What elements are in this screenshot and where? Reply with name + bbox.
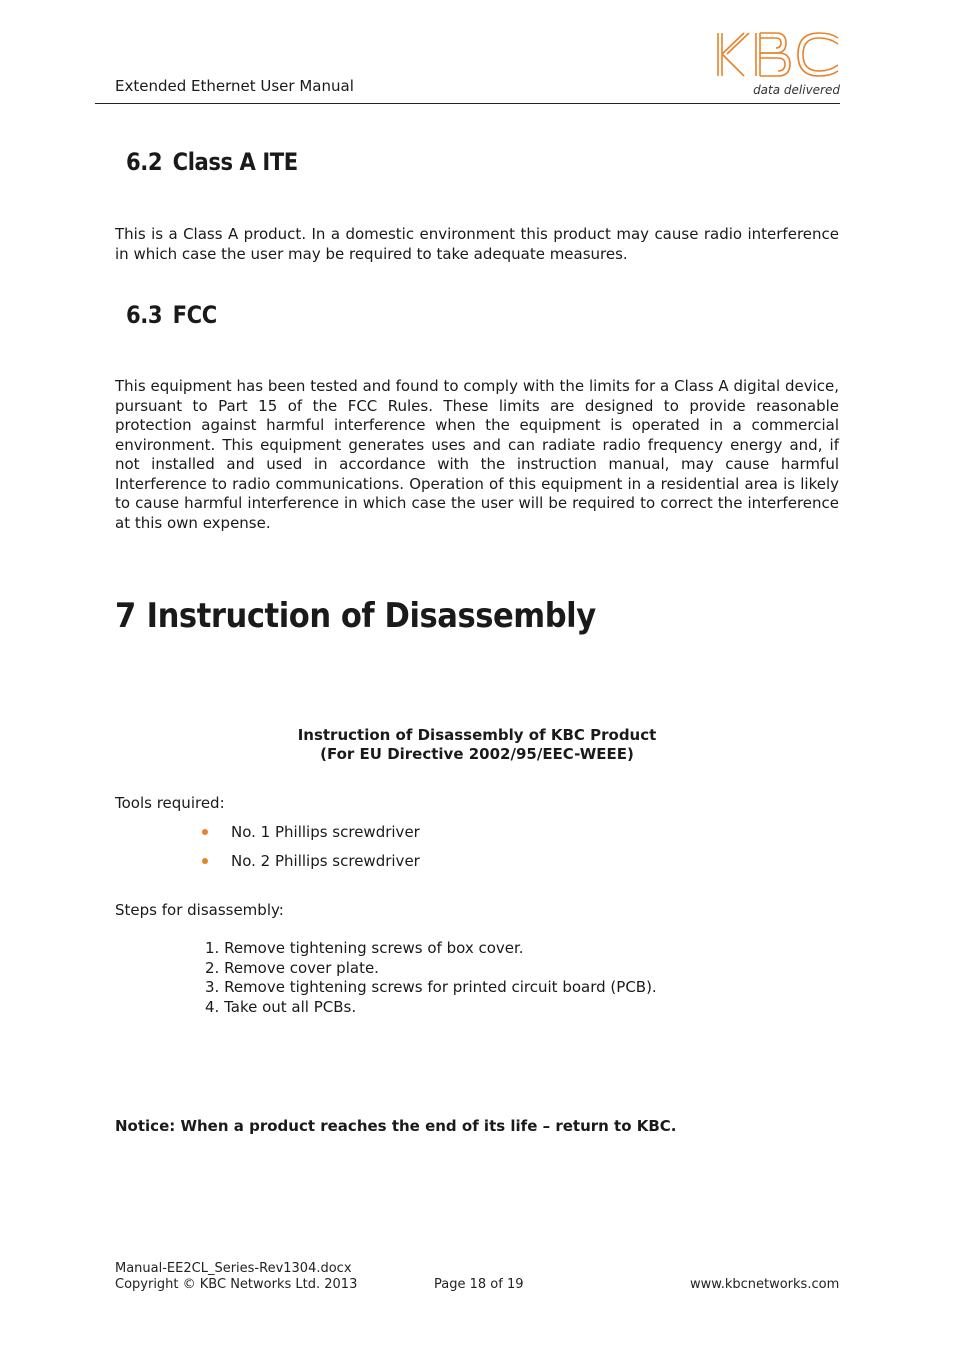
- section-title: Class A ITE: [172, 148, 298, 176]
- footer-page-number: Page 18 of 19: [434, 1277, 524, 1292]
- section-6-3-heading: [126, 301, 217, 329]
- chapter-7-heading: [115, 596, 596, 636]
- chapter-number: 7: [115, 596, 136, 636]
- tools-label: Tools required:: [115, 794, 225, 812]
- footer-filename: Manual-EE2CL_Series-Rev1304.docx: [115, 1261, 352, 1276]
- list-item: 2. Remove cover plate.: [205, 958, 379, 977]
- section-6-2-body: This is a Class A product. In a domestic environment this product may cause radio interference in which case the user may be required to take adequate measures.: [115, 225, 839, 263]
- section-6-2-heading: [126, 148, 298, 176]
- tools-list: [200, 822, 420, 880]
- section-title: FCC: [172, 301, 217, 329]
- end-of-life-notice: Notice: When a product reaches the end of its life – return to KBC.: [115, 1117, 677, 1135]
- section-number: 6.2: [126, 148, 163, 176]
- footer-website-link[interactable]: www.kbcnetworks.com: [690, 1277, 840, 1292]
- section-6-3-body: This equipment has been tested and found to comply with the limits for a Class A digital device, pursuant to Part 15 of the FCC Rules. These limits are designed to provide reasonable protection against harmful interference when the equipment is operated in a commercial environment. This equipment generates uses and can radiate radio frequency energy and, if not installed and used in accordance with the instruction manual, may cause harmful Interference to radio communications. Operation of this equipment in a residential area is likely to cause harmful interference in which case the user will be required to correct the interference at this own expense.: [115, 377, 839, 532]
- header-divider: [95, 103, 840, 104]
- bullet-icon: [202, 858, 208, 864]
- document-title: Extended Ethernet User Manual: [115, 77, 354, 95]
- list-item: 1. Remove tightening screws of box cover.: [205, 939, 524, 957]
- tool-text: No. 1 Phillips screwdriver: [231, 823, 420, 841]
- tool-text: No. 2 Phillips screwdriver: [231, 852, 420, 870]
- disassembly-subtitle-line2: (For EU Directive 2002/95/EEC-WEEE): [320, 745, 634, 763]
- bullet-icon: [202, 829, 208, 835]
- footer-copyright: Copyright © KBC Networks Ltd. 2013: [115, 1277, 358, 1292]
- steps-label: Steps for disassembly:: [115, 901, 284, 919]
- list-item: 4. Take out all PCBs.: [205, 997, 357, 1016]
- list-item: 3. Remove tightening screws for printed circuit board (PCB).: [205, 978, 657, 996]
- disassembly-subtitle-line1: Instruction of Disassembly of KBC Product: [297, 726, 657, 744]
- logo-tagline: data delivered: [753, 83, 840, 97]
- chapter-title: Instruction of Disassembly: [146, 596, 596, 636]
- list-item: [200, 822, 420, 851]
- steps-list: [205, 939, 657, 1017]
- list-item: [200, 851, 420, 880]
- section-number: 6.3: [126, 301, 163, 329]
- kbc-logo: [714, 30, 842, 80]
